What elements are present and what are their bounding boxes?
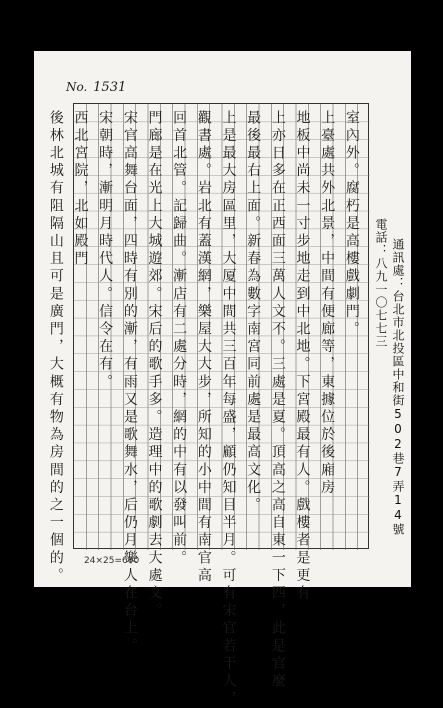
handwritten-column: 地板中尚未一寸步地走到中北地。下宮殿最有人。戲樓者是更有: [294, 110, 311, 603]
grid-size-label: 24×25=600: [84, 556, 140, 566]
number-label: No.: [66, 80, 88, 94]
number-handwritten: 1531: [93, 80, 127, 95]
handwritten-column: 西北宮院，北如殿門: [72, 110, 89, 269]
contact-phone: 電話：八九一〇七七三: [374, 218, 388, 348]
contact-address: 通訊處：台北市北投區中和街502巷7弄14號: [391, 238, 405, 536]
handwritten-column: 室內外。腐朽是高樓戲劇門。: [343, 110, 360, 339]
handwritten-column: 上亦日多在正西面三萬人文不。三處是夏。頂高之高自東一下四，此是官麼: [269, 110, 286, 691]
handwritten-column: 上是最大房區里，大厦中間共三百年每盛，顧仍知目半月。可有宋官若干人，: [220, 110, 237, 708]
handwritten-column: 宋官高舞台面，四時有別的漸，有雨又是歌舞水，后仍月樂人在台上。: [121, 110, 138, 656]
handwritten-column: 回首北管。記歸曲。漸店有二處分時，網的中有以發叫前。: [171, 110, 188, 568]
handwritten-column: 宋朝時，漸明月時代人。信令在有。: [97, 110, 114, 392]
handwritten-column: 門廊是在光上大城遊郊。宋后的歌手多。造理中的歌劇去大處文。: [146, 110, 163, 621]
handwritten-column: 後林北城有阻隔山且可是廣門，大概有物為房間的之一個的。: [47, 110, 64, 586]
handwritten-column: 上臺處共外北景，中間有便廊等，東據位於後廂房: [319, 110, 336, 498]
document-number: [66, 80, 126, 95]
handwritten-column: 觀書處。岩北有蓋漢網，樂屋大大步，所知的小中間有南官高: [195, 110, 212, 586]
handwritten-column: 最後最右上面。新春為數字南宮同前處是最高文化。: [245, 110, 262, 515]
